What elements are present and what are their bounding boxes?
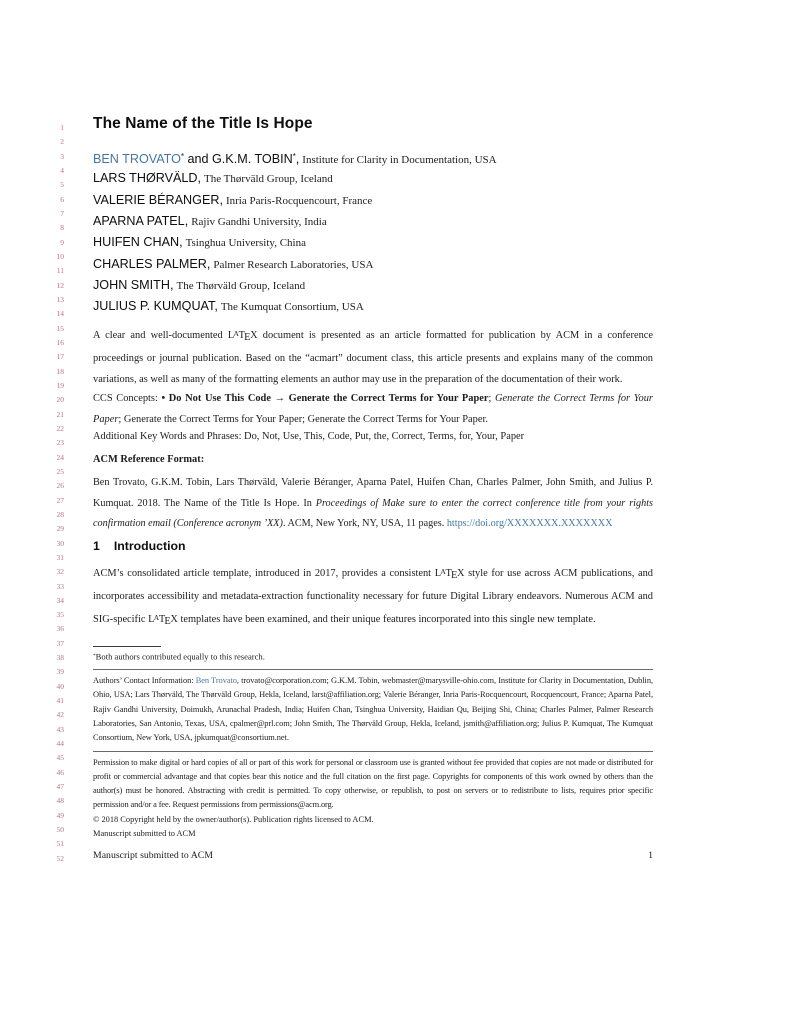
author-names: APARNA PATEL, <box>93 214 189 229</box>
line-number: 3 <box>60 151 64 161</box>
author-row <box>93 253 653 274</box>
line-number: 42 <box>56 710 64 720</box>
author-list <box>93 146 653 317</box>
author-affiliation: The Thørväld Group, Iceland <box>176 280 306 293</box>
line-number: 51 <box>56 839 64 849</box>
line-number: 43 <box>56 724 64 734</box>
line-number: 4 <box>60 165 64 175</box>
author-affiliation: Rajiv Gandhi University, India <box>191 216 327 229</box>
line-number: 38 <box>56 653 64 663</box>
line-number: 1 <box>60 123 64 132</box>
line-number: 45 <box>56 753 64 763</box>
line-number: 5 <box>60 180 64 190</box>
line-number: 36 <box>56 624 64 634</box>
line-number: 28 <box>56 509 64 519</box>
line-number: 7 <box>60 208 64 218</box>
margin-line-numbers <box>46 121 64 866</box>
line-number: 44 <box>56 739 64 749</box>
line-number: 48 <box>56 796 64 806</box>
line-number: 27 <box>56 495 64 505</box>
line-number: 37 <box>56 638 64 648</box>
line-number: 22 <box>56 423 64 433</box>
contact-link-ben-trovato[interactable]: Ben Trovato <box>195 676 237 685</box>
line-number: 25 <box>56 466 64 476</box>
line-number: 47 <box>56 782 64 792</box>
line-number: 32 <box>56 567 64 577</box>
introduction-paragraph: ACM’s consolidated article template, introduced in 2017, provides a consistent LATEX style for use across ACM publications, and incorporates accessibility and metadata-extraction functionality necessary for future Digital Library endeavors. Numerous ACM and SIG-specific LATEX templates have been examined, and their unique features incorporated into this single new template. <box>93 567 653 627</box>
latex-logo: LATEX <box>227 329 258 343</box>
authors-contact-information: Authors’ Contact Information: Ben Trovato, trovato@corporation.com; G.K.M. Tobin, webmaster@marysville-ohio.com, Institute for Clarity in Documentation, Dublin, Ohio, USA; Lars Thørväld, The Thørväld Group, Hekla, Iceland, larst@affiliation.org; Valerie Béranger, Inria Paris-Rocquencourt, Rocquencourt, France; Aparna Patel, Rajiv Gandhi University, Doimukh, Arunachal Pradesh, India; Huifen Chan, Tsinghua University, Haidian Qu, Beijing Shi, China; Charles Palmer, Palmer Research Laboratories, San Antonio, Texas, USA, cpalmer@prl.com; John Smith, The Thørväld Group, Hekla, Iceland, jsmith@affiliation.org; Julius P. Kumquat, The Kumquat Consortium, New York, USA, jpkumquat@consortium.net. <box>93 676 653 743</box>
ccs-concepts: CCS Concepts: • Do Not Use This Code → Generate the Correct Terms for Your Paper; Generate the Correct Terms for Your Paper; Generate the Correct Terms for Your Paper; Generate the Correct Terms for Your Paper. <box>93 393 653 425</box>
line-number: 39 <box>56 667 64 677</box>
line-number: 12 <box>56 280 64 290</box>
footer-manuscript-note: Manuscript submitted to ACM <box>93 850 214 861</box>
keywords: Additional Key Words and Phrases: Do, Not, Use, This, Code, Put, the, Correct, Terms, for, Your, Paper <box>93 431 525 442</box>
line-number: 11 <box>56 266 64 276</box>
author-names: JULIUS P. KUMQUAT, <box>93 299 218 314</box>
line-number: 10 <box>56 251 64 261</box>
contact-divider-rule <box>93 669 653 670</box>
author-affiliation: The Thørväld Group, Iceland <box>204 173 333 186</box>
author-affiliation: The Kumquat Consortium, USA <box>220 301 364 314</box>
line-number: 24 <box>56 452 64 462</box>
manuscript-note: Manuscript submitted to ACM <box>93 828 196 838</box>
author-names: HUIFEN CHAN, <box>93 235 183 250</box>
line-number: 9 <box>60 237 64 247</box>
line-number: 31 <box>56 552 64 562</box>
author-row <box>93 210 653 231</box>
permission-block <box>93 756 653 841</box>
section-heading-introduction <box>93 539 653 553</box>
abstract-text: A clear and well-documented LATEX document is presented as an article formatted for publication by ACM in a conference proceedings or journal publication. Based on the “acmart” document class, this article presents and explains many of the common variations, as well as many of the formatting elements an author may use in the preparation of the documentation of their work. <box>93 329 653 385</box>
page-number: 1 <box>648 850 653 861</box>
acm-reference-text: Ben Trovato, G.K.M. Tobin, Lars Thørväld, Valerie Béranger, Aparna Patel, Huifen Chan, Charles Palmer, John Smith, and Julius P. Kumquat. 2018. The Name of the Title Is Hope. In Proceedings of Make sure to enter the correct conference title from your rights confirmation email (Conference acronym ’XX). ACM, New York, NY, USA, 11 pages. https://doi.org/XXXXXXX.XXXXXXX <box>93 477 653 530</box>
author-row <box>93 295 653 316</box>
line-number: 13 <box>56 294 64 304</box>
author-names: CHARLES PALMER, <box>93 256 211 271</box>
line-number: 50 <box>56 825 64 835</box>
line-number: 52 <box>56 853 64 863</box>
author-names: JOHN SMITH, <box>93 278 174 293</box>
footnote-rule <box>93 646 161 647</box>
line-number: 16 <box>56 337 64 347</box>
line-number: 33 <box>56 581 64 591</box>
line-number: 49 <box>56 810 64 820</box>
line-number: 17 <box>56 352 64 362</box>
author-affiliation: Palmer Research Laboratories, USA <box>213 258 374 271</box>
author-names: VALERIE BÉRANGER, <box>93 192 223 207</box>
line-number: 29 <box>56 524 64 534</box>
author-row <box>93 274 653 295</box>
author-link-ben-trovato[interactable]: BEN TROVATO <box>93 151 181 166</box>
line-number: 23 <box>56 438 64 448</box>
line-number: 21 <box>56 409 64 419</box>
doi-link[interactable]: https://doi.org/XXXXXXX.XXXXXXX <box>446 518 613 530</box>
author-row <box>93 146 653 167</box>
permission-divider-rule <box>93 751 653 752</box>
author-row <box>93 189 653 210</box>
author-names: LARS THØRVÄLD, <box>93 171 202 186</box>
line-number: 8 <box>60 223 64 233</box>
line-number: 15 <box>56 323 64 333</box>
acm-reference-heading: ACM Reference Format: <box>93 454 205 465</box>
author-affiliation: Tsinghua University, China <box>185 237 306 250</box>
line-number: 46 <box>56 767 64 777</box>
line-number: 2 <box>60 137 64 147</box>
line-number: 6 <box>60 194 64 204</box>
latex-logo: LATEX <box>434 567 465 581</box>
equal-contribution-footnote: *Both authors contributed equally to this research. <box>93 651 265 662</box>
author-names: BEN TROVATO* and G.K.M. TOBIN*, <box>93 151 300 166</box>
copyright-line: © 2018 Copyright held by the owner/author(s). Publication rights licensed to ACM. <box>93 814 374 824</box>
line-number: 14 <box>56 309 64 319</box>
line-number: 20 <box>56 395 64 405</box>
line-number: 34 <box>56 595 64 605</box>
paper-title: The Name of the Title Is Hope <box>93 115 313 132</box>
author-affiliation: Institute for Clarity in Documentation, USA <box>302 153 497 166</box>
section-title: Introduction <box>113 539 186 553</box>
line-number: 19 <box>56 380 64 390</box>
author-row <box>93 231 653 252</box>
line-number: 18 <box>56 366 64 376</box>
author-row <box>93 167 653 188</box>
section-number: 1 <box>93 539 100 553</box>
line-number: 41 <box>56 696 64 706</box>
author-affiliation: Inria Paris-Rocquencourt, France <box>225 194 373 207</box>
line-number: 35 <box>56 610 64 620</box>
latex-logo: LATEX <box>148 612 178 627</box>
line-number: 30 <box>56 538 64 548</box>
line-number: 40 <box>56 681 64 691</box>
page-footer <box>93 850 653 861</box>
line-number: 26 <box>56 481 64 491</box>
permission-text: Permission to make digital or hard copies of all or part of this work for personal or classroom use is granted without fee provided that copies are not made or distributed for profit or commercial advantage and that copies bear this notice and the full citation on the first page. Copyrights for components of this work owned by others than the author(s) must be honored. Abstracting with credit is permitted. To copy otherwise, or republish, to post on servers or to redistribute to lists, requires prior specific permission and/or a fee. Request permissions from permissions@acm.org. <box>93 758 653 810</box>
